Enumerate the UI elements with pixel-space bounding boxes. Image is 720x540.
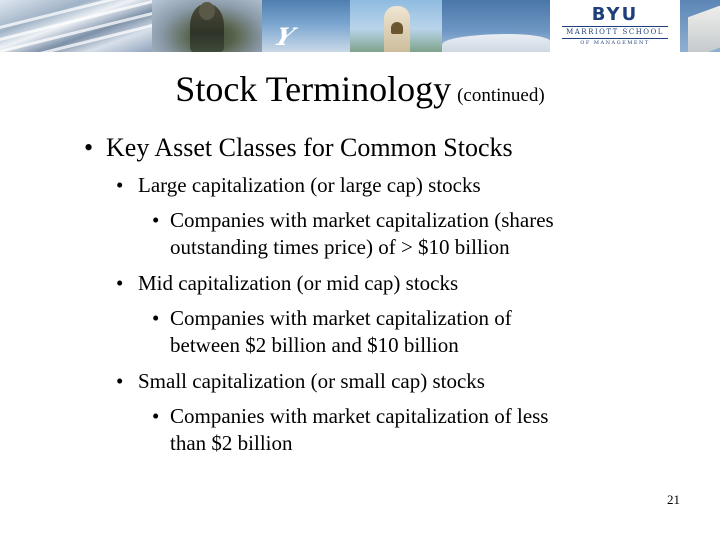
banner-photo-bell-tower	[350, 0, 442, 52]
logo-school-text: MARRIOTT SCHOOL	[562, 26, 668, 39]
logo-byu-text: BYU	[591, 4, 639, 25]
banner-photo-snow-mountains	[442, 0, 550, 52]
page-number: 21	[667, 492, 680, 507]
banner-photo-mountain-y	[262, 0, 350, 52]
bullet-glyph: •	[152, 208, 160, 232]
bullet-large-cap-detail-line1: Companies with market capitalization (shares	[170, 208, 554, 232]
banner-photo-building	[680, 0, 720, 52]
bullet-glyph: •	[116, 271, 124, 295]
logo-management-text: OF MANAGEMENT	[580, 40, 650, 46]
bullet-mid-cap: Mid capitalization (or mid cap) stocks	[138, 271, 459, 295]
bullet-glyph: •	[116, 369, 124, 393]
byu-marriott-logo	[550, 0, 680, 52]
bullet-mid-cap-detail-line1: Companies with market capitalization of	[170, 306, 512, 330]
banner-photo-glass	[0, 0, 152, 52]
bullet-large-cap: Large capitalization (or large cap) stocks	[138, 173, 481, 197]
bullet-glyph: •	[84, 133, 94, 162]
bell-icon	[391, 22, 403, 34]
bullet-level1-key-asset-classes: Key Asset Classes for Common Stocks	[106, 133, 513, 162]
slide-title-sub: (continued)	[457, 85, 545, 106]
bullet-glyph: •	[152, 306, 160, 330]
y-mountain-icon: Y	[270, 22, 299, 51]
bullet-large-cap-detail-line2: outstanding times price) of > $10 billion	[170, 235, 510, 259]
bullet-glyph: •	[152, 404, 160, 428]
bullet-glyph: •	[116, 173, 124, 197]
bullet-small-cap: Small capitalization (or small cap) stocks	[138, 369, 485, 393]
bullet-small-cap-detail-line2: than $2 billion	[170, 431, 293, 455]
header-banner	[0, 0, 720, 52]
slide-title-main: Stock Terminology	[175, 69, 452, 109]
banner-photo-statue	[152, 0, 262, 52]
bullet-small-cap-detail-line1: Companies with market capitalization of less	[170, 404, 549, 428]
bullet-mid-cap-detail-line2: between $2 billion and $10 billion	[170, 333, 459, 357]
slide-title	[0, 68, 720, 110]
